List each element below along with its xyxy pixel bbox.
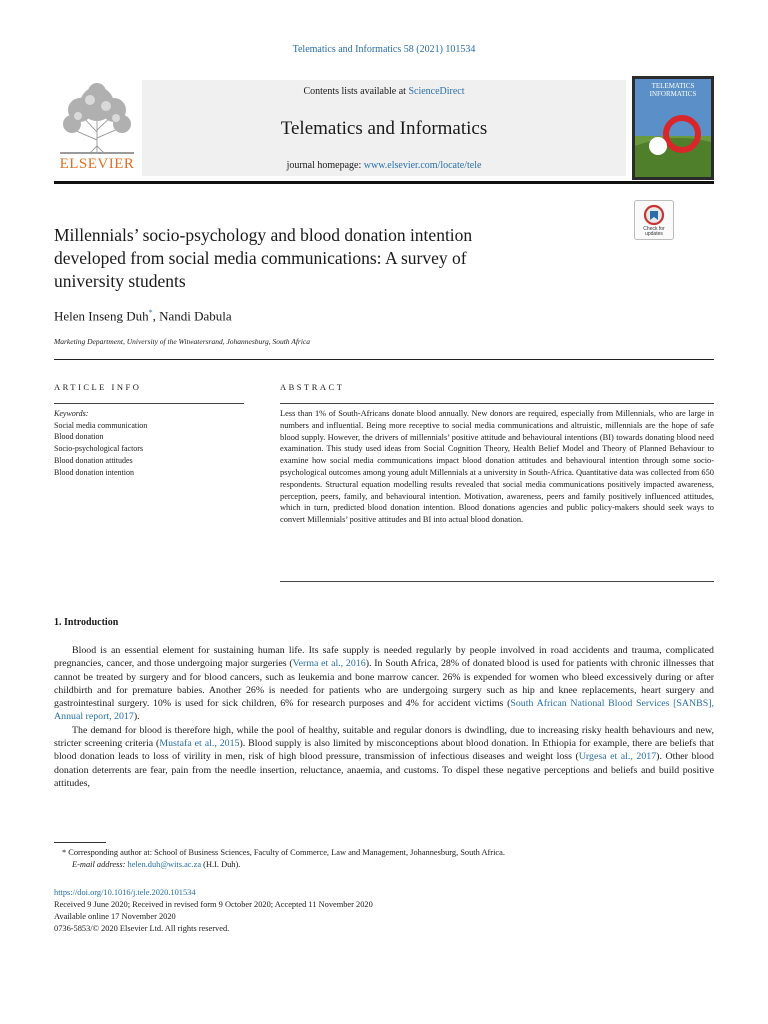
cover-title-line-1: TELEMATICS: [651, 82, 695, 90]
journal-reference-link[interactable]: Telematics and Informatics 58 (2021) 101534: [292, 44, 476, 55]
journal-homepage-link[interactable]: www.elsevier.com/locate/tele: [363, 160, 482, 171]
body-text-run: ). In South Africa, 28% of donated blood is used for patients with chronic illnesses that cannot be treated by surgery and for blood cancers, such as leukemia and bone marrow cancer. 26% is expended for women who bleed excessively during or after childbirth and for premature babies. Another 26% is needed for patients who are undergoing surgery such as hip and knee replacements, heart surgery and gastrointestinal surgery. 10% is used for sick children, 6% for research purposes and 4% for accident victims (: [54, 658, 715, 710]
check-updates-line-2: updates: [645, 231, 663, 237]
abstract-bottom-divider: [280, 581, 714, 582]
copyright-notice: 0736-5853/© 2020 Elsevier Ltd. All rights reserved.: [54, 924, 230, 933]
body-paragraph: [54, 644, 714, 724]
masthead-divider: [54, 181, 714, 184]
citation-link[interactable]: Mustafa et al., 2015: [159, 738, 240, 750]
homepage-line: [142, 160, 626, 171]
citation-link[interactable]: Verma et al., 2016: [292, 658, 366, 670]
journal-name: Telematics and Informatics: [280, 118, 488, 139]
keyword-item: Blood donation attitudes: [54, 455, 133, 465]
check-updates-line-1: Check for: [643, 226, 665, 232]
corresponding-author-note: [54, 847, 714, 859]
journal-cover-image[interactable]: [632, 76, 714, 180]
keyword-item: Blood donation: [54, 432, 104, 442]
paper-title: [54, 224, 614, 293]
title-divider: [54, 359, 714, 360]
body-text-run: ).: [133, 711, 140, 723]
keywords-label: Keywords:: [54, 409, 89, 418]
body-text-run: ). Other blood donation deterrents are fear, pain from the needle insertion, reluctance, anaemia, and customs. To dispel these negative perceptions and beliefs and build positive attitudes,: [54, 751, 714, 789]
check-updates-label: [635, 227, 673, 237]
body-text-run: The demand for blood is therefore high, while the pool of healthy, suitable and regular donors is dwindling, due to increasing risky health behaviours and new, stricter screening criteria (: [54, 724, 714, 750]
introduction-heading: 1. Introduction: [54, 617, 119, 628]
keyword-item: Socio-psychological factors: [54, 444, 144, 454]
received-dates: Received 9 June 2020; Received in revised form 9 October 2020; Accepted 11 November 2020: [54, 900, 373, 909]
corresponding-author-mark[interactable]: *: [148, 308, 153, 317]
title-line: university students: [54, 271, 186, 291]
author-name: Helen Inseng Duh: [54, 308, 149, 324]
abstract-text: Less than 1% of South-Africans donate blood annually. New donors are required, especially from Millennials, who are large in numbers and influential. Being more receptive to social media communications and altruistic, millennials are the hope of safe blood supply. However, the drivers of millennials’ positive attitude and behavioural intentions (BI) towards donating blood need examination. This study used ideas from Social Cognition Theory, Health Belief Model and Theory of Planned Behaviour to examine how social media communications impact blood donation attitudes and behavioural intention through some socio-psychological outcomes among young adult Millennials at a university in South-Africa. Quantitative data was collected from 650 respondents. Structural equation modelling results revealed that social media communications positively impacted awareness, perception, peers, family, and behavioural intention. Motivation, awareness, peers and family positively influenced attitudes, which in turn, predicted blood donation intention. Blood donations agencies and public policy-makers should seek ways to convert Millennials’ positive attitudes and BI into actual blood donation.: [280, 409, 714, 525]
citation-link[interactable]: South African National Blood Services [SANBS], Annual report, 2017: [54, 698, 715, 723]
introduction-body: [54, 644, 714, 790]
author-list: [54, 308, 232, 324]
publication-info: [54, 887, 373, 935]
article-info-heading: ARTICLE INFO: [54, 382, 142, 392]
body-paragraph: [54, 724, 714, 790]
body-text-run: ). Blood supply is also limited by misconceptions about blood donation. In Ethiopia for example, there are beliefs that blood donation leads to loss of virility in men, risk of high blood pressure, transmission of infectious diseases and weight loss (: [54, 738, 714, 763]
cover-title-line-2: INFORMATICS: [649, 90, 697, 98]
email-suffix: (H.I. Duh).: [201, 860, 241, 870]
keyword-item: Blood donation intention: [54, 467, 134, 477]
contents-line: [142, 86, 626, 97]
footnotes: [54, 847, 714, 871]
title-line: developed from social media communications: A survey of: [54, 248, 467, 268]
affiliation: Marketing Department, University of the Witwatersrand, Johannesburg, South Africa: [54, 337, 311, 346]
journal-header-band: [142, 80, 626, 176]
journal-masthead: [54, 76, 714, 182]
title-line: Millennials’ socio-psychology and blood donation intention: [54, 225, 473, 245]
homepage-prefix: journal homepage:: [286, 160, 364, 171]
check-for-updates-badge[interactable]: [634, 200, 674, 240]
footnote-divider: [54, 842, 106, 843]
corresponding-author-text: Corresponding author at: School of Business Sciences, Faculty of Commerce, Law and Management, Johannesburg, South Africa.: [66, 848, 505, 857]
email-note: [54, 859, 714, 871]
citation-link[interactable]: Urgesa et al., 2017: [578, 751, 657, 763]
doi-link[interactable]: https://doi.org/10.1016/j.tele.2020.101534: [54, 888, 196, 897]
abstract-heading: ABSTRACT: [280, 382, 345, 392]
elsevier-wordmark: ELSEVIER: [59, 156, 135, 172]
body-text-run: Blood is an essential element for sustaining human life. Its safe supply is needed regularly by people involved in road accidents and trauma, complicated pregnancies, cancer, and those undergoing major surgeries (: [54, 645, 714, 670]
article-info-divider: [54, 403, 244, 404]
abstract-divider: [280, 403, 714, 404]
sciencedirect-link[interactable]: ScienceDirect: [408, 86, 465, 97]
author-email-link[interactable]: helen.duh@wits.ac.za: [127, 860, 202, 870]
email-label: E-mail address:: [72, 860, 126, 870]
contents-prefix: Contents lists available at: [303, 86, 409, 97]
author-name: , Nandi Dabula: [152, 308, 232, 324]
keyword-item: Social media communication: [54, 420, 148, 430]
footnote-mark: *: [62, 848, 67, 857]
keywords-block: [54, 408, 147, 478]
available-online-date: Available online 17 November 2020: [54, 912, 176, 921]
